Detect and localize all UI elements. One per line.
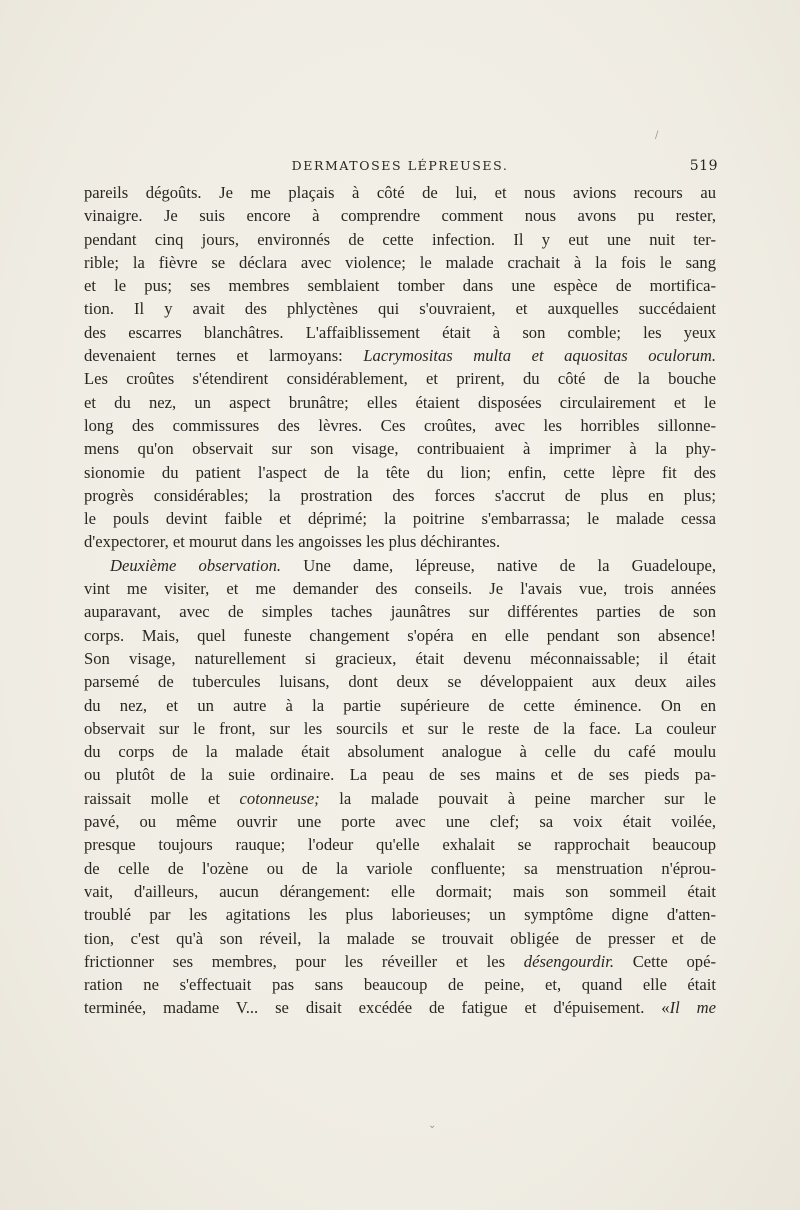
text-line	[84, 717, 716, 740]
text-line	[84, 437, 716, 460]
text-fragment: rible; la fièvre se déclara avec violence; le malade crachait à la fois le sang	[84, 252, 716, 272]
text-fragment: mens qu'on observait sur son visage, contribuaient à imprimer à la phy-	[84, 439, 716, 459]
text-fragment: le pouls devint faible et déprimé; la poitrine s'embarrassa; le malade cessa	[84, 509, 716, 529]
text-line	[84, 391, 716, 414]
text-line	[84, 530, 716, 553]
text-line	[84, 321, 716, 344]
text-line	[84, 857, 716, 880]
text-fragment: Lacrymositas multa et aquositas oculorum.	[363, 346, 716, 366]
text-line	[84, 461, 716, 484]
body-text	[84, 181, 716, 1020]
text-fragment: Une dame, lépreuse, native de la Guadeloupe,	[281, 555, 716, 575]
text-line	[84, 927, 716, 950]
text-fragment: sionomie du patient l'aspect de la tête du lion; enfin, cette lèpre fit des	[84, 462, 716, 482]
text-line	[84, 763, 716, 786]
text-line	[84, 950, 716, 973]
text-fragment: vinaigre. Je suis encore à comprendre comment nous avons pu rester,	[84, 206, 716, 226]
text-fragment: progrès considérables; la prostration des forces s'accrut de plus en plus;	[84, 485, 716, 505]
text-line	[84, 554, 716, 577]
text-fragment: cotonneuse;	[239, 788, 320, 808]
text-fragment: troublé par les agitations les plus laborieuses; un symptôme digne d'atten-	[84, 905, 716, 925]
text-line	[84, 624, 716, 647]
text-line	[84, 274, 716, 297]
text-line	[84, 204, 716, 227]
text-fragment: frictionner ses membres, pour les réveiller et les	[84, 951, 524, 971]
text-line	[84, 973, 716, 996]
text-line	[84, 880, 716, 903]
text-fragment: Deuxième observation.	[110, 555, 282, 575]
text-fragment: raissait molle et	[84, 788, 240, 808]
text-fragment: pendant cinq jours, environnés de cette infection. Il y eut une nuit ter-	[84, 229, 716, 249]
text-line	[84, 507, 716, 530]
text-fragment: terminée, madame V... se disait excédée de fatigue et d'épuisement. «	[84, 998, 670, 1018]
text-line	[84, 694, 716, 717]
text-line	[84, 833, 716, 856]
text-line	[84, 810, 716, 833]
text-fragment: auparavant, avec de simples taches jaunâtres sur différentes parties de son	[84, 602, 716, 622]
text-fragment: vint me visiter, et me demander des conseils. Je l'avais vue, trois années	[84, 579, 716, 599]
text-line	[84, 670, 716, 693]
text-line	[84, 414, 716, 437]
text-line	[84, 228, 716, 251]
text-fragment: Il me	[669, 998, 716, 1018]
text-line	[84, 297, 716, 320]
paper-speck: ⌄	[428, 1120, 437, 1131]
text-fragment: observait sur le front, sur les sourcils et sur le reste de la face. La couleur	[84, 718, 716, 738]
text-fragment: du corps de la malade était absolument analogue à celle du café moulu	[84, 742, 716, 762]
text-fragment: du nez, et un autre à la partie supérieure de cette éminence. On en	[84, 695, 716, 715]
text-fragment: de celle de l'ozène ou de la variole confluente; sa menstruation n'éprou-	[84, 858, 716, 878]
text-line	[84, 740, 716, 763]
text-line	[84, 647, 716, 670]
text-fragment: pavé, ou même ouvrir une porte avec une clef; sa voix était voilée,	[84, 812, 716, 832]
text-fragment: des escarres blanchâtres. L'affaiblissement était à son comble; les yeux	[84, 322, 716, 342]
text-line	[84, 484, 716, 507]
running-title: DERMATOSES LÉPREUSES.	[291, 158, 509, 173]
text-line	[84, 600, 716, 623]
text-fragment: désengourdir.	[523, 951, 614, 971]
text-line	[84, 787, 716, 810]
text-line	[84, 251, 716, 274]
text-fragment: corps. Mais, quel funeste changement s'opéra en elle pendant son absence!	[84, 625, 716, 645]
text-fragment: Les croûtes s'étendirent considérablement, et prirent, du côté de la bouche	[84, 369, 716, 389]
page-number: 519	[689, 158, 718, 174]
text-fragment: devenaient ternes et larmoyans:	[84, 346, 364, 366]
text-fragment: presque toujours rauque; l'odeur qu'elle exhalait se rapprochait beaucoup	[84, 835, 716, 855]
text-fragment: la malade pouvait à peine marcher sur le	[319, 788, 716, 808]
text-fragment: long des commissures des lèvres. Ces croûtes, avec les horribles sillonne-	[84, 415, 716, 435]
text-fragment: ration ne s'effectuait pas sans beaucoup de peine, et, quand elle était	[84, 975, 716, 995]
text-line	[84, 903, 716, 926]
paper-speck: /	[655, 130, 659, 141]
text-line	[84, 577, 716, 600]
text-fragment: tion. Il y avait des phlyctènes qui s'ouvraient, et auxquelles succédaient	[84, 299, 716, 319]
text-fragment: d'expectorer, et mourut dans les angoisses les plus déchirantes.	[84, 532, 501, 552]
text-fragment: pareils dégoûts. Je me plaçais à côté de lui, et nous avions recours au	[84, 183, 716, 202]
text-fragment: ou plutôt de la suie ordinaire. La peau de ses mains et de ses pieds pa-	[84, 765, 716, 785]
text-fragment: et du nez, un aspect brunâtre; elles étaient disposées circulairement et le	[84, 392, 716, 412]
text-line	[84, 996, 716, 1019]
text-line	[84, 367, 716, 390]
text-fragment: vait, d'ailleurs, aucun dérangement: elle dormait; mais son sommeil était	[84, 881, 716, 901]
text-fragment: tion, c'est qu'à son réveil, la malade se trouvait obligée de presser et de	[84, 928, 716, 948]
text-fragment: Son visage, naturellement si gracieux, était devenu méconnaissable; il était	[84, 648, 716, 668]
text-line	[84, 344, 716, 367]
text-fragment: parsemé de tubercules luisans, dont deux se développaient aux deux ailes	[84, 672, 716, 692]
text-line	[84, 181, 716, 204]
running-head	[84, 158, 716, 178]
text-fragment: Cette opé-	[613, 951, 716, 971]
text-fragment: et le pus; ses membres semblaient tomber dans une espèce de mortifica-	[84, 276, 716, 296]
